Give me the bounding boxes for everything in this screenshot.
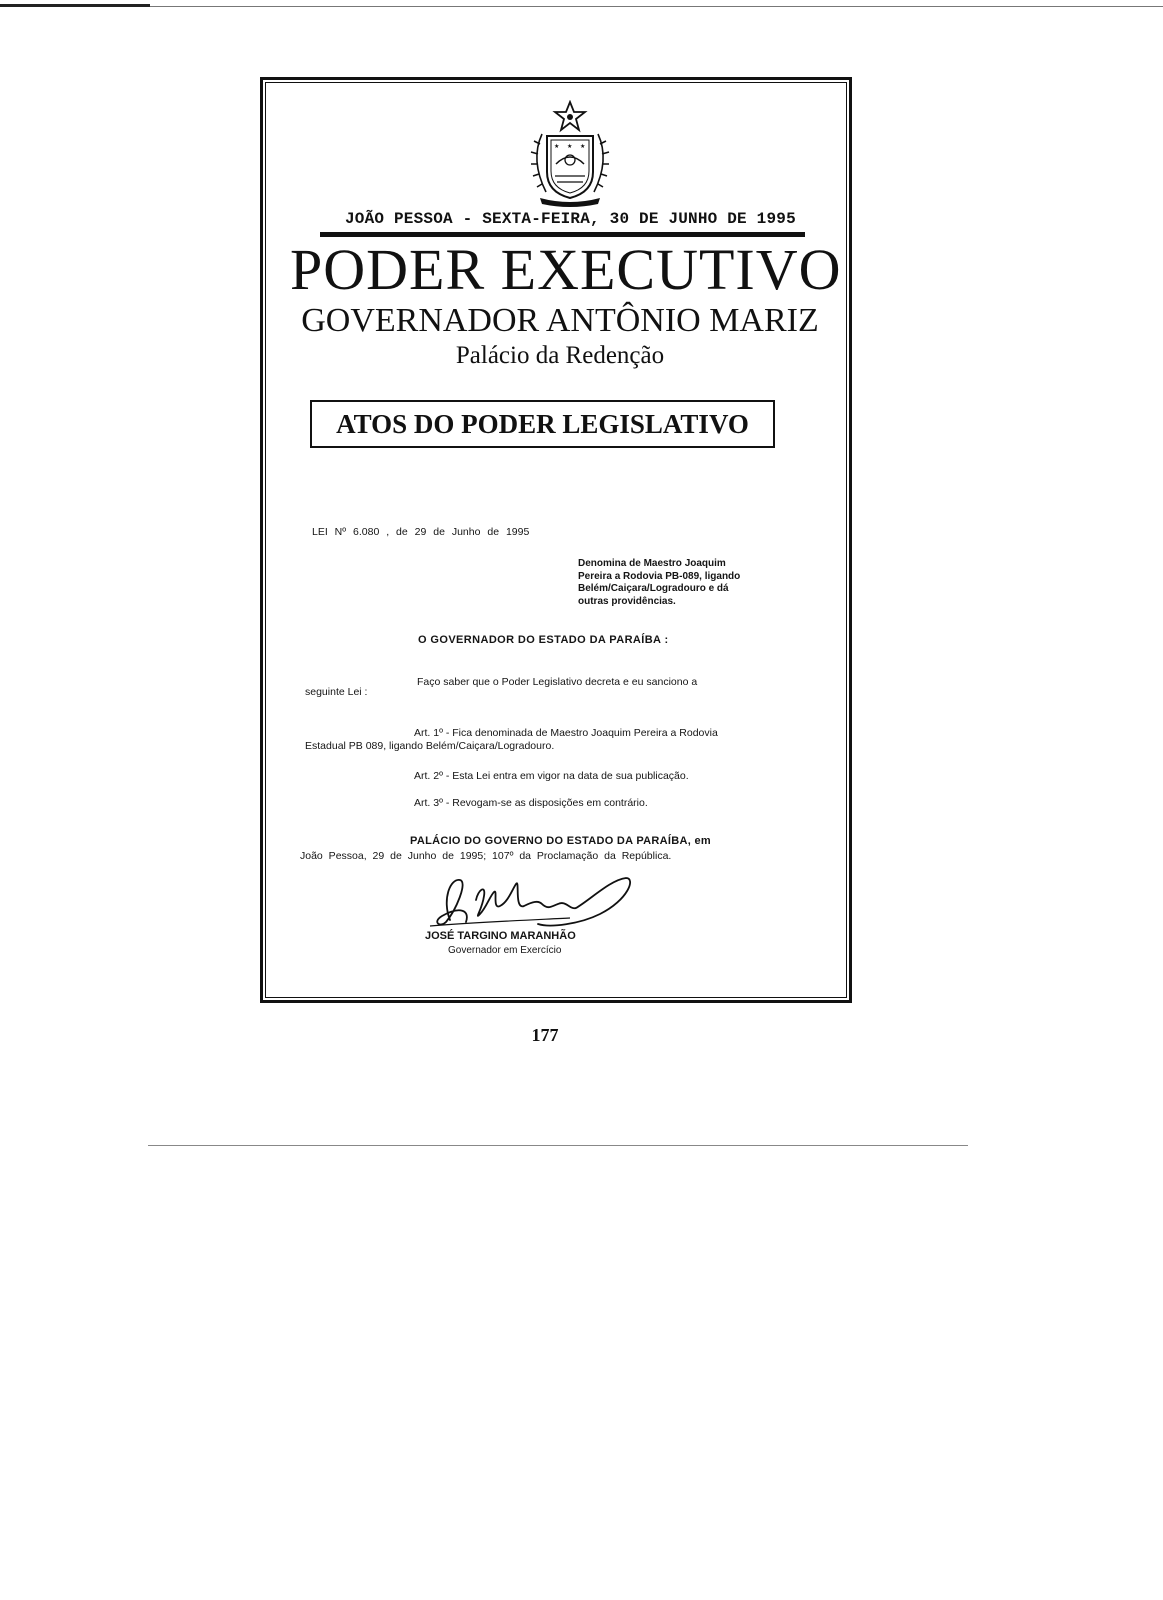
enactment-line: Faço saber que o Poder Legislativo decreta e eu sanciono a	[417, 676, 698, 688]
enactment-line: seguinte Lei :	[305, 686, 368, 698]
governor-declaration: O GOVERNADOR DO ESTADO DA PARAÍBA :	[418, 634, 669, 646]
article-3: Art. 3º - Revogam-se as disposições em contrário.	[414, 797, 648, 809]
dateline: JOÃO PESSOA - SEXTA-FEIRA, 30 DE JUNHO DE 1995	[345, 210, 796, 228]
section-title: ATOS DO PODER LEGISLATIVO	[310, 400, 775, 448]
page-divider	[148, 1145, 968, 1146]
closing-date-line: João Pessoa, 29 de Junho de 1995; 107º da Proclamação da República.	[300, 850, 672, 862]
closing-line: PALÁCIO DO GOVERNO DO ESTADO DA PARAÍBA, em	[410, 835, 711, 847]
palace-name: Palácio da Redenção	[455, 342, 665, 369]
law-header: LEI Nº 6.080 , de 29 de Junho de 1995	[312, 526, 530, 538]
signer-role: Governador em Exercício	[448, 945, 562, 956]
page-title: PODER EXECUTIVO	[290, 237, 842, 302]
svg-text:★: ★	[567, 143, 573, 150]
governor-name: GOVERNADOR ANTÔNIO MARIZ	[301, 302, 819, 339]
article-2: Art. 2º - Esta Lei entra em vigor na data de sua publicação.	[414, 770, 689, 782]
paraiba-coat-of-arms-icon	[520, 100, 620, 210]
article-1: Art. 1º - Fica denominada de Maestro Joaquim Pereira a Rodovia	[414, 727, 718, 739]
signer-name: JOSÉ TARGINO MARANHÃO	[425, 930, 576, 942]
scan-edge-line	[150, 6, 1163, 7]
law-ementa: Denomina de Maestro Joaquim Pereira a Rodovia PB-089, ligando Belém/Caiçara/Logradouro e dá outras providências.	[578, 558, 741, 607]
page-number: 177	[531, 1025, 559, 1045]
signature	[420, 870, 640, 932]
article-1-continued: Estadual PB 089, ligando Belém/Caiçara/Logradouro.	[305, 740, 555, 752]
scan-edge-line	[0, 4, 150, 7]
svg-text:★: ★	[554, 143, 560, 150]
svg-text:★: ★	[580, 143, 586, 150]
